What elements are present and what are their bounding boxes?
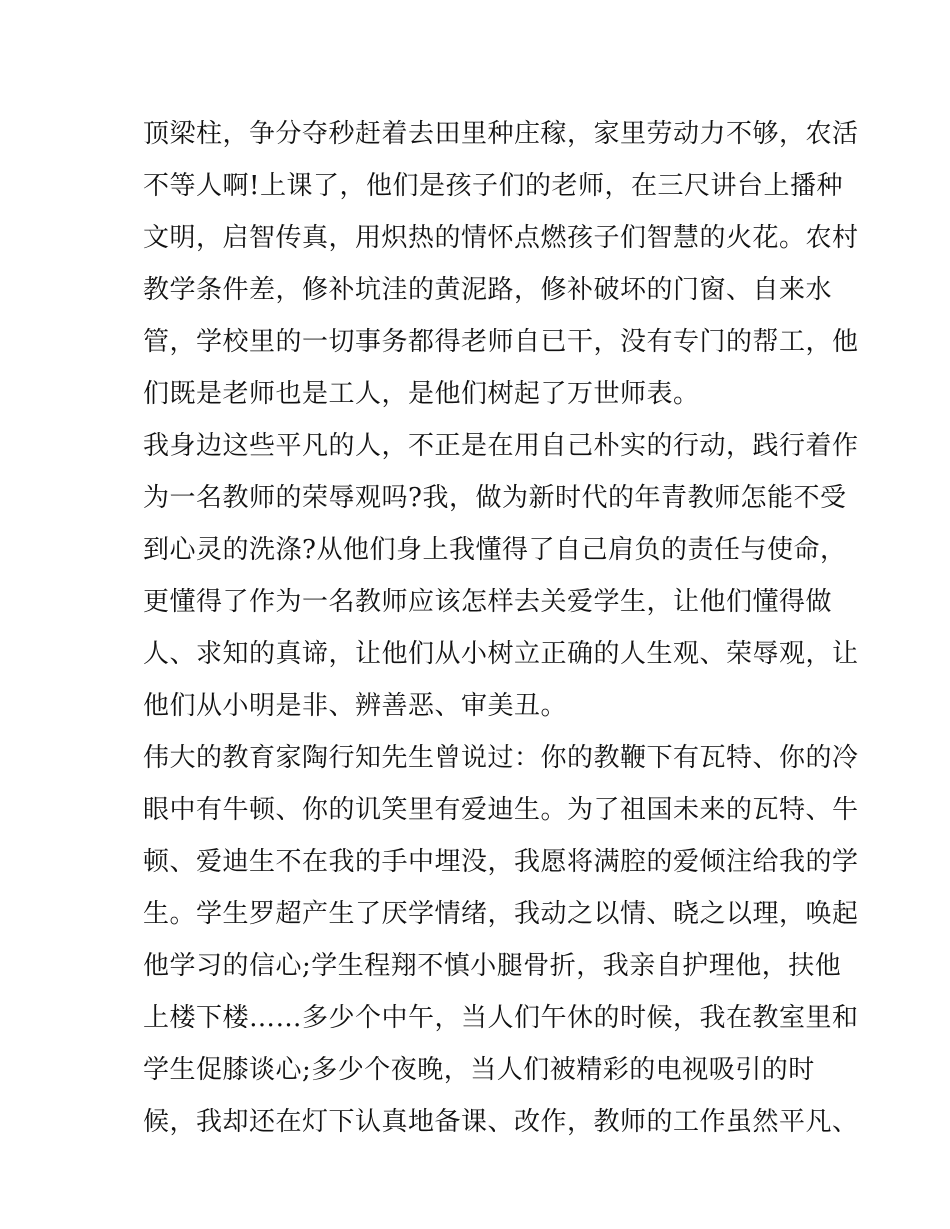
text-line: 他们从小明是非、辨善恶、审美丑。 [143, 691, 568, 721]
text-line: 学生促膝谈心;多少个夜晚，当人们被精彩的电视吸引的时 [143, 1055, 815, 1085]
text-line: 更懂得了作为一名教师应该怎样去关爱学生，让他们懂得做 [143, 587, 833, 617]
text-line: 眼中有牛顿、你的讥笑里有爱迪生。为了祖国未来的瓦特、牛 [143, 795, 859, 825]
text-line: 人、求知的真谛，让他们从小树立正确的人生观、荣辱观，让 [143, 639, 859, 669]
text-line: 文明，启智传真，用炽热的情怀点燃孩子们智慧的火花。农村 [143, 223, 859, 253]
body-text [143, 108, 859, 1148]
text-line: 他学习的信心;学生程翔不慎小腿骨折，我亲自护理他，扶他 [143, 951, 842, 981]
text-line: 教学条件差，修补坑洼的黄泥路，修补破坏的门窗、自来水 [143, 275, 833, 305]
text-line: 顿、爱迪生不在我的手中埋没，我愿将满腔的爱倾注给我的学 [143, 847, 859, 877]
text-line: 上楼下楼……多少个中午，当人们午休的时候，我在教室里和 [143, 1003, 859, 1033]
text-line: 生。学生罗超产生了厌学情绪，我动之以情、晓之以理，唤起 [143, 899, 859, 929]
text-line: 们既是老师也是工人，是他们树起了万世师表。 [143, 379, 700, 409]
text-line: 到心灵的洗涤?从他们身上我懂得了自己肩负的责任与使命， [143, 535, 847, 565]
text-line: 管，学校里的一切事务都得老师自已干，没有专门的帮工，他 [143, 327, 859, 357]
text-line: 为一名教师的荣辱观吗?我，做为新时代的年青教师怎能不受 [143, 483, 847, 513]
text-line: 不等人啊!上课了，他们是孩子们的老师，在三尺讲台上播种 [143, 171, 843, 201]
text-line: 我身边这些平凡的人，不正是在用自己朴实的行动，践行着作 [143, 431, 859, 461]
text-line: 候，我却还在灯下认真地备课、改作，教师的工作虽然平凡、 [143, 1107, 859, 1137]
text-line: 伟大的教育家陶行知先生曾说过：你的教鞭下有瓦特、你的冷 [143, 743, 859, 773]
text-line: 顶梁柱，争分夺秒赶着去田里种庄稼，家里劳动力不够，农活 [143, 119, 859, 149]
